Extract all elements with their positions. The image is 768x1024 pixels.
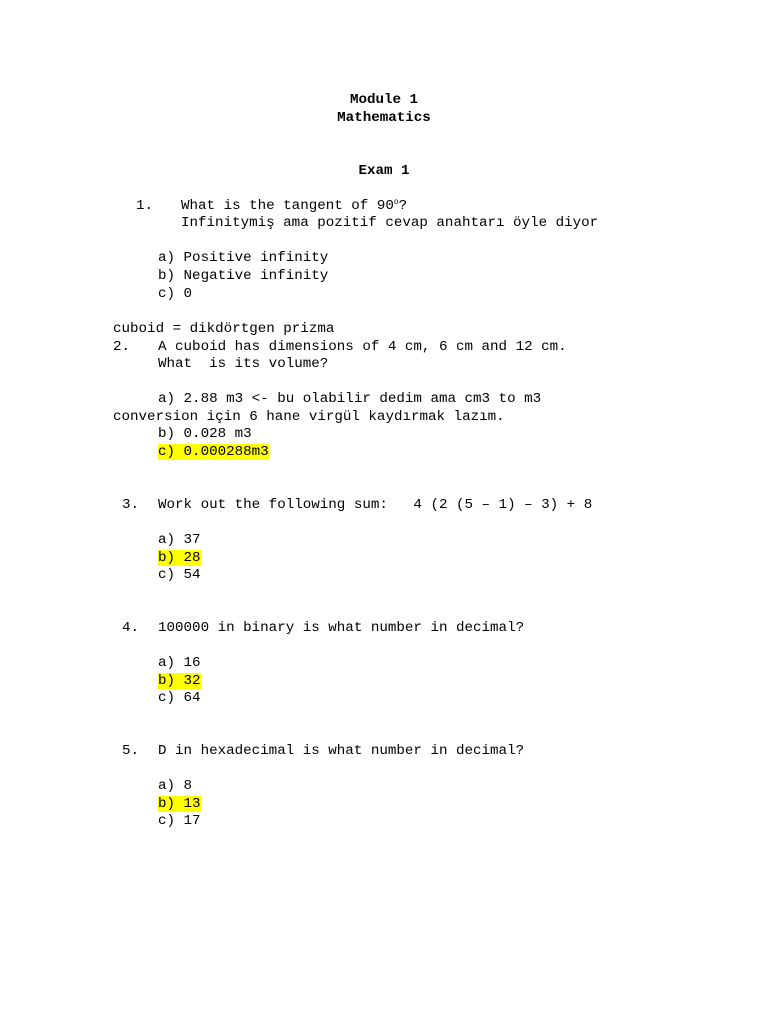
question-1-stem: What is the tangent of 90	[181, 198, 394, 214]
question-3-option-c: c) 54	[158, 567, 201, 583]
highlighted-answer: c) 0.000288m3	[158, 444, 269, 460]
question-2-option-a: a) 2.88 m3 <- bu olabilir dedim ama cm3 to m3	[158, 391, 542, 407]
question-4-option-b	[158, 673, 201, 690]
subject-title: Mathematics	[337, 110, 431, 126]
question-3-option-a: a) 37	[158, 532, 201, 548]
highlighted-answer: b) 28	[158, 550, 201, 566]
question-3-option-b	[158, 550, 201, 567]
question-2-text: A cuboid has dimensions of 4 cm, 6 cm and 12 cm.	[158, 339, 567, 355]
module-title: Module 1	[349, 92, 419, 108]
question-5-option-c: c) 17	[158, 813, 201, 829]
question-4-option-c: c) 64	[158, 690, 201, 706]
question-2-option-c	[158, 444, 269, 461]
question-2-number: 2.	[113, 339, 131, 355]
question-2-option-a-continued: conversion için 6 hane virgül kaydırmak lazım.	[113, 409, 505, 425]
question-1-option-c: c) 0	[158, 286, 193, 302]
highlighted-answer: b) 13	[158, 796, 201, 812]
question-2-pre-note: cuboid = dikdörtgen prizma	[113, 321, 335, 337]
question-3-number: 3.	[122, 497, 140, 513]
question-1-option-b: b) Negative infinity	[158, 268, 329, 284]
question-1-text	[181, 198, 407, 215]
question-5-number: 5.	[122, 743, 140, 759]
question-2-option-b: b) 0.028 m3	[158, 426, 252, 442]
question-1-note: Infinitymiş ama pozitif cevap anahtarı öyle diyor	[181, 215, 599, 231]
question-4-number: 4.	[122, 620, 140, 636]
degree-symbol: o	[393, 198, 399, 207]
question-4-option-a: a) 16	[158, 655, 201, 671]
question-5-option-a: a) 8	[158, 778, 193, 794]
question-3-text: Work out the following sum: 4 (2 (5 – 1) – 3) + 8	[158, 497, 593, 513]
question-5-text: D in hexadecimal is what number in decimal?	[158, 743, 525, 759]
question-5-option-b	[158, 796, 201, 813]
question-2-text-line-2: What is its volume?	[158, 356, 329, 372]
exam-title: Exam 1	[358, 163, 410, 179]
highlighted-answer: b) 32	[158, 673, 201, 689]
question-1-option-a: a) Positive infinity	[158, 250, 329, 266]
question-1-mark: ?	[398, 198, 408, 214]
question-1-number: 1.	[136, 198, 154, 214]
question-4-text: 100000 in binary is what number in decimal?	[158, 620, 525, 636]
